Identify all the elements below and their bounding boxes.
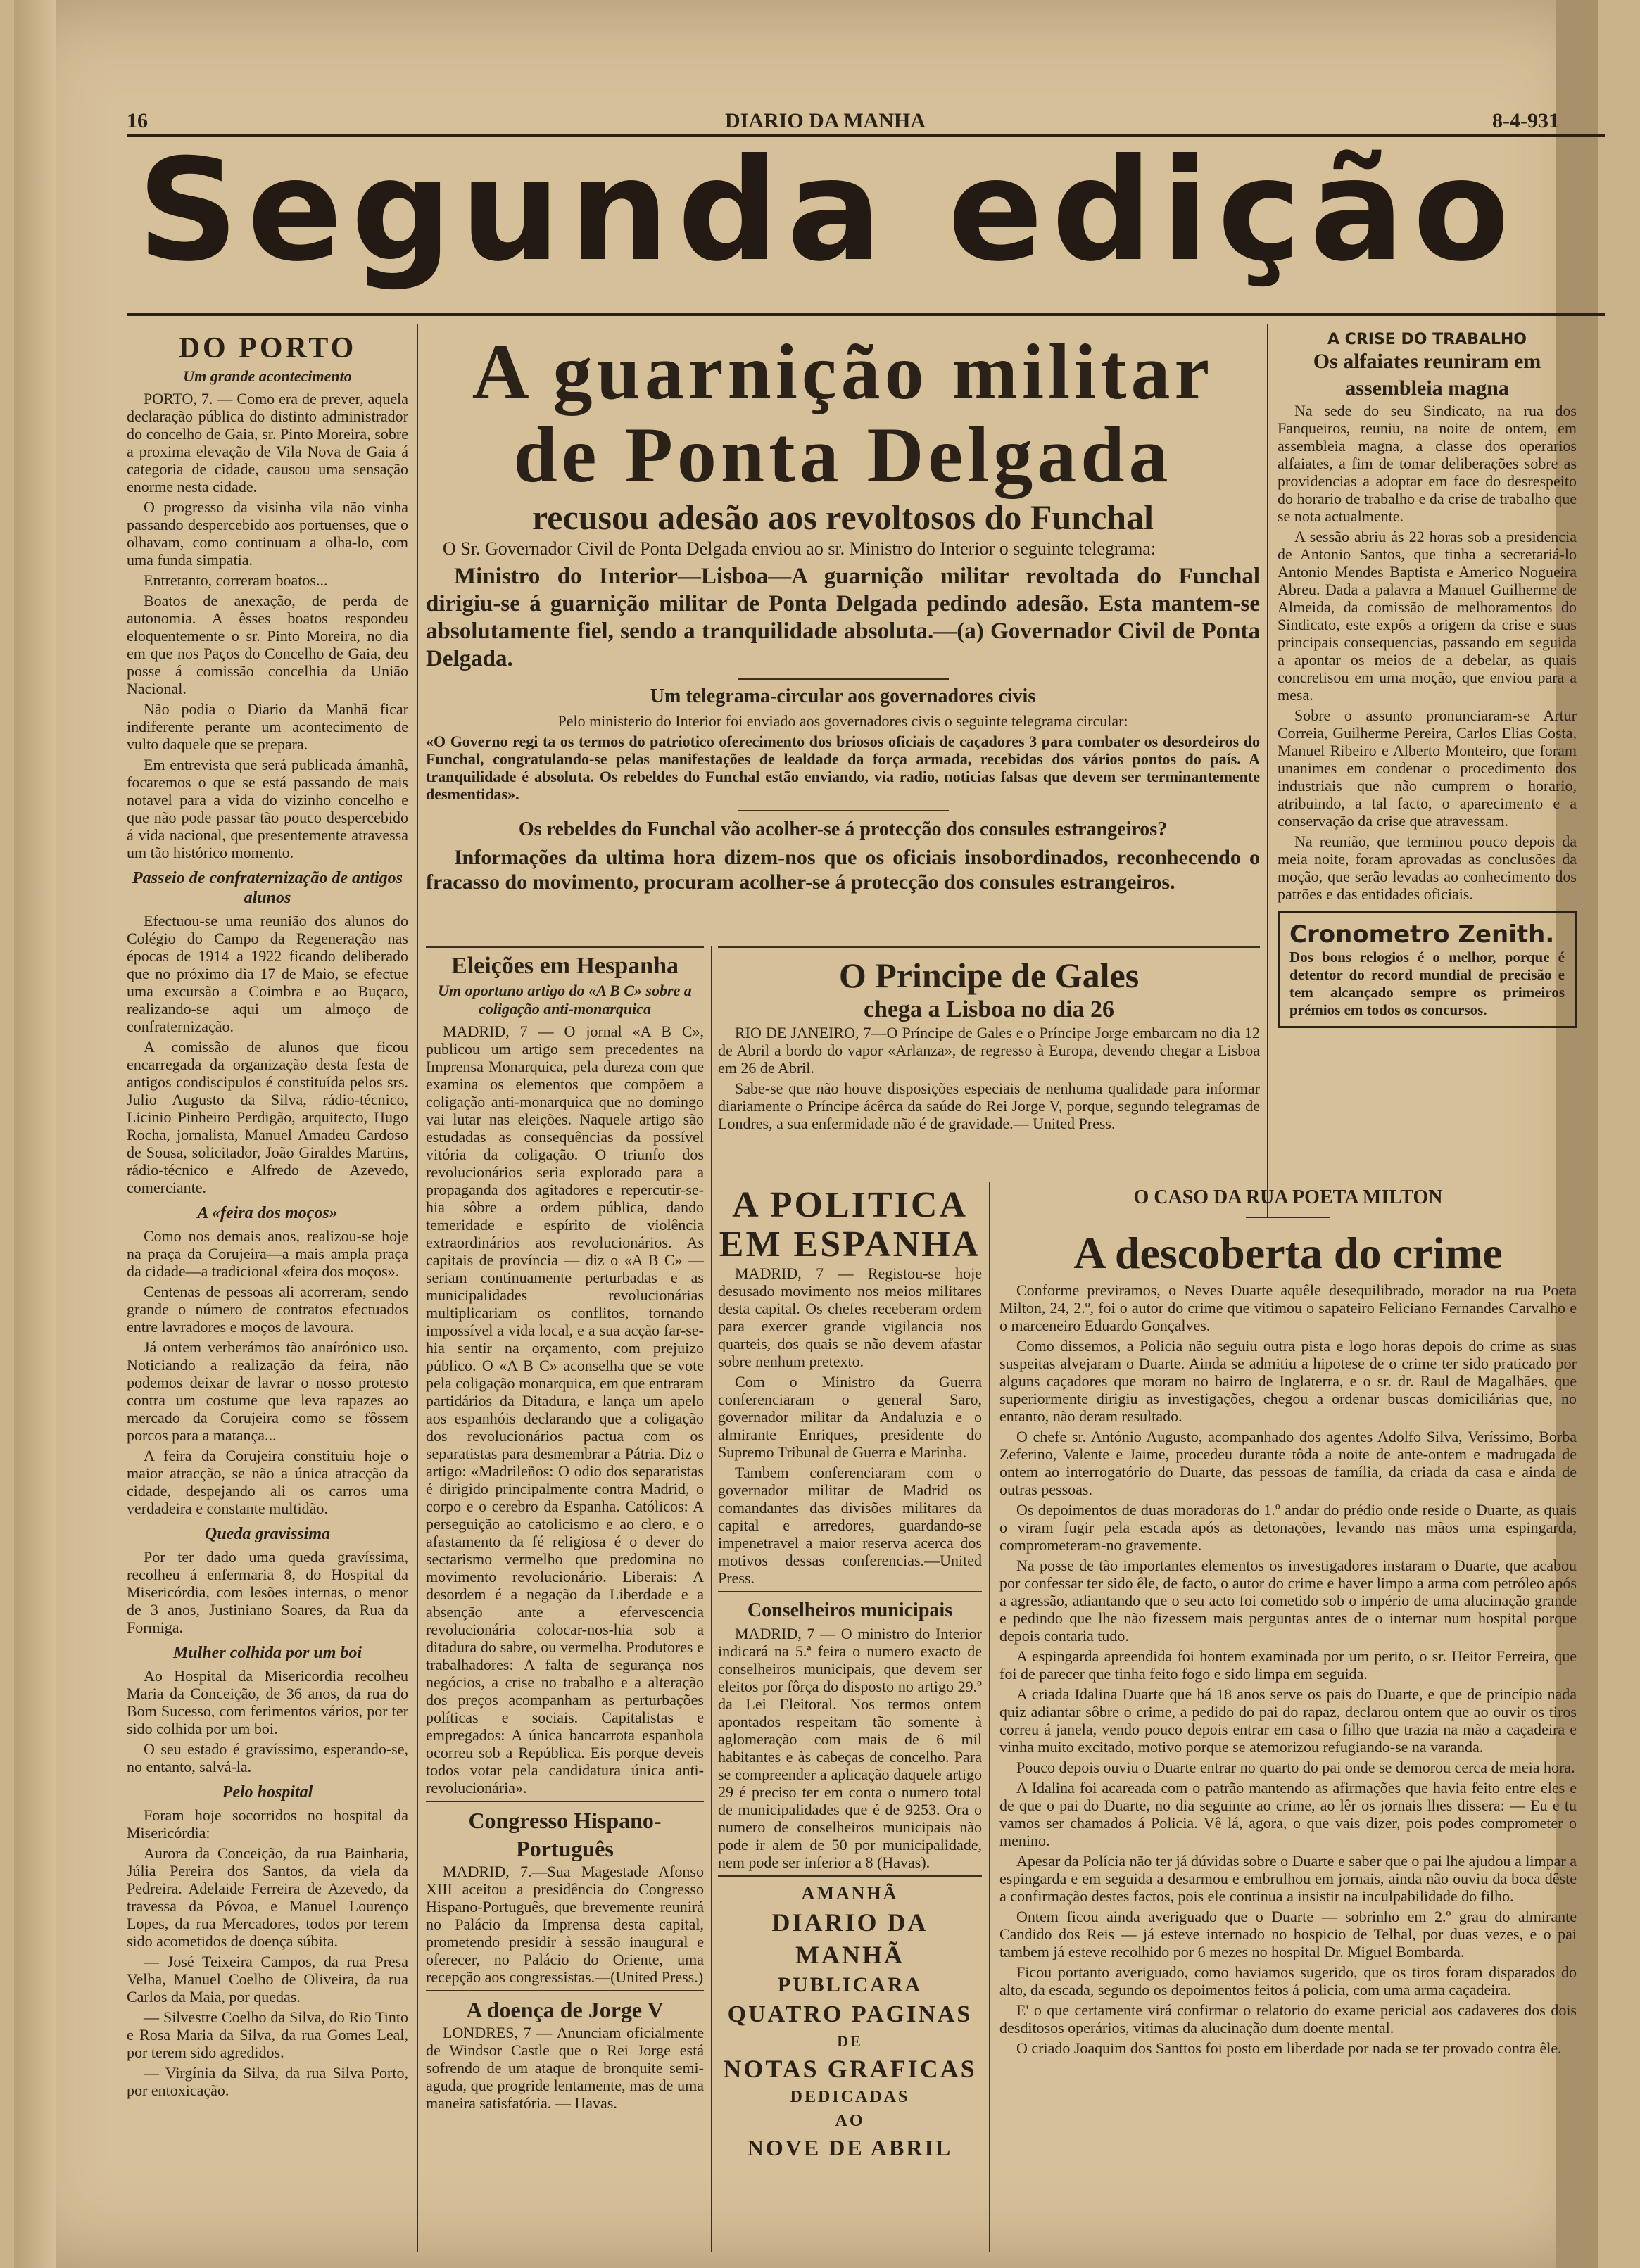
divider	[1246, 1217, 1330, 1218]
newspaper-name: DIARIO DA MANHA	[725, 109, 926, 132]
subhead-mulher-colhida: Mulher colhida por um boi	[172, 1644, 362, 1662]
amanha-line: DE	[837, 2032, 863, 2050]
divider	[718, 1591, 982, 1592]
amanha-line: DIARIO DA MANHÃ	[771, 1908, 928, 1969]
paragraph: Apesar da Polícia não ter já dúvidas sobre o Duarte e saber que o pai lhe ajudou a limpar a espingarda e em seguida a desarmou e embrulhou em jornais, ainda não ouviu da boca dêste a confirmação destes factos, pois ele continua a insistir na inculpabilidade do filho.	[999, 1852, 1577, 1905]
section-title-porto: DO PORTO	[178, 332, 357, 365]
circular-headline: Um telegrama-circular aos governadores civis	[650, 685, 1036, 707]
column-rule-left	[417, 324, 418, 2252]
politica-text: MADRID, 7 — Registou-se hoje desusado movimento nos meios militares desta capital. Os chefes receberam ordem para exercer grande vigilancia nos quarteis, dos quais se não devem afastar sobre nenhum pretexto.	[718, 1265, 982, 1370]
congresso-text: MADRID, 7.—Sua Magestade Afonso XIII aceitou a presidência do Congresso Hispano-Português, que brevemente reunirá no Palácio da Imprensa desta capital, prometendo presidir à sessão inaugural e oferecer, no Palácio do Oriente, uma recepção aos congressistas.—(United Press.)	[426, 1863, 704, 1986]
alfaiates-headline: Os alfaiates reuniram em assembleia magna	[1313, 350, 1541, 400]
spain-elections-column	[426, 946, 704, 2255]
paragraph: Ficou portanto averiguado, como haviamos sugerido, que os tiros foram disparados do alto, da escada, segundo os depoimentos feitos á policia, com uma arma caçadeira.	[999, 1963, 1577, 1998]
politica-text: Com o Ministro da Guerra conferenciaram o general Saro, governador militar da Andaluzia e o almirante Enriques, presidente do Supremo Tribunal de Guerra e Marinha.	[718, 1373, 982, 1461]
crime-story	[999, 1186, 1577, 2255]
paragraph: Ontem ficou ainda averiguado que o Duarte — sobrinho em 2.º grau do almirante Candido dos Reis — já esteve internado no hospicio de Telhal, por duas vezes, e o pai tambem já esteve recolhido por 6 mezes no hospital Dr. Miguel Bombarda.	[999, 1908, 1577, 1960]
paragraph: A Idalina foi acareada com o patrão mantendo as afirmações que havia feito entre eles e de que o pai do Duarte, no dia seguinte ao crime, ao lêr os jornais lhes dissera: — Eu e tu vamos ser chamados á Policia. Vê lá, agora, o que vais dizer, pois podes comprometer o menino.	[999, 1779, 1577, 1849]
paragraph: Na posse de tão importantes elementos os investigadores instaram o Duarte, que acabou por confessar ter sido êle, de facto, o autor do crime e haver limpo a arma com petróleo após a agressão, adiantando que o seu acto foi cometido sob o império de uma alucinação grande e pedindo que lhe não fizessem mais perguntas antes de o internar num hospital porque depois contaria tudo.	[999, 1557, 1577, 1645]
main-deck: recusou adesão aos revoltosos do Funchal	[532, 498, 1154, 537]
paragraph: O criado Joaquim dos Santtos foi posto em liberdade por nada se ter provado contra êle.	[1016, 2039, 1562, 2057]
paragraph: A feira da Corujeira constituiu hoje o maior atracção, se não a única atracção da cidade, despejando ali os carros uma verdadeira e constante multidão.	[127, 1447, 408, 1517]
paragraph: PORTO, 7. — Como era de prever, aquela declaração pública do distinto administrador do concelho de Gaia, sr. Pinto Moreira, sobre a proxima elevação de Vila Nova de Gaia á categoria de cidade, causou uma sensação enorme nesta cidade.	[127, 390, 408, 495]
paragraph: A espingarda apreendida foi hontem examinada por um perito, o sr. Heitor Ferreira, que foi de parecer que tinha feito fogo e sido limpa em seguida.	[999, 1647, 1577, 1683]
circular-intro: Pelo ministerio do Interior foi enviado aos governadores civis o seguinte telegrama circular:	[557, 712, 1128, 730]
column-rule-middle	[711, 946, 712, 2252]
paragraph: Foram hoje socorridos no hospital da Misericórdia:	[127, 1806, 408, 1842]
paragraph: — José Teixeira Campos, da rua Presa Velha, Manuel Coelho de Oliveira, da rua Carlos da Maia, por quedas.	[127, 1953, 408, 2006]
amanha-line: NOTAS GRAFICAS	[723, 2055, 977, 2083]
crise-kicker: A CRISE DO TRABALHO	[1327, 331, 1527, 348]
subhead-feira: A «feira dos moços»	[197, 1204, 338, 1222]
gales-story	[718, 946, 1260, 1179]
paragraph: — Silvestre Coelho da Silva, do Rio Tinto e Rosa Maria da Silva, da rua Gomes Leal, por terem sido agredidos.	[127, 2008, 408, 2061]
gales-text: Sabe-se que não houve disposições especiais de nenhuma qualidade para informar diariamente o Príncipe ácêrca da saúde do Rei Jorge V, porque, segundo telegramas de Londres, a sua enfermidade não é de gravidade.— United Press.	[718, 1079, 1260, 1132]
main-telegram: Ministro do Interior—Lisboa—A guarnição militar revoltada do Funchal dirigiu-se á guarnição militar de Ponta Delgada pedindo adesão. Esta mantem-se absolutamente fiel, sendo a tranquilidade absoluta.—(a) Governador Civil de Ponta Delgada.	[426, 564, 1260, 671]
paragraph: E' o que certamente virá confirmar o relatorio do exame pericial aos cadaveres dos dois desditosos operários, vitimas da alucinação dum doente mental.	[999, 2001, 1577, 2036]
politica-headline: A POLITICA EM ESPANHA	[719, 1186, 981, 1265]
amanha-line: DEDICADAS	[790, 2088, 910, 2106]
paragraph: Já ontem verberámos tão anaírónico uso. Noticiando a realização da feira, não podemos deixar de lavrar o nosso protesto contra um costume que leva rapazes ao mercado da Corujeira como se fôssem porcos para a matança...	[127, 1338, 408, 1444]
paragraph: Por ter dado uma queda gravíssima, recolheu á enfermaria 8, do Hospital da Misericórdia, com lesões internas, o menor de 3 anos, Justiniano Soares, da Rua da Formiga.	[127, 1548, 408, 1636]
consules-headline: Os rebeldes do Funchal vão acolher-se á protecção dos consules estrangeiros?	[518, 818, 1168, 840]
paragraph: Como dissemos, a Policia não seguiu outra pista e logo horas depois do crime as suas suspeitas alvejaram o Duarte. Ainda se admitiu a hipotese de o crime ter sido praticado por alguns caçadores que moram no bairro de Inglaterra, e o sr. dr. Raul de Magalhães, que superiormente dirigiu as investigações, chegou a ordenar buscas domiciliárias que, no entanto, não deram resultado.	[999, 1337, 1577, 1425]
paragraph: Em entrevista que será publicada ámanhã, focaremos o que se está passando de mais notavel para a vida do vizinho concelho e que não pode passar tão pouco despercebido á vida nacional, que presentemente atravessa um tão histórico momento.	[127, 756, 408, 861]
newspaper-page	[14, 0, 1598, 2268]
divider	[426, 1990, 704, 1991]
amanha-notice	[718, 1881, 982, 2162]
paragraph: Ao Hospital da Misericordia recolheu Maria da Conceição, de 36 anos, da rua do Bom Sucesso, com ferimentos vários, por ter sido colhida por um boi.	[127, 1667, 408, 1737]
page-number: 16	[127, 109, 148, 132]
paragraph: Centenas de pessoas ali acorreram, sendo grande o número de contratos efectuados entre lavradores e moços de lavoura.	[127, 1283, 408, 1336]
paragraph: Sobre o assunto pronunciaram-se Artur Correia, Guilherme Pereira, Carlos Elias Costa, Manuel Ribeiro e Alberto Monteiro, que foram unanimes em condenar o procedimento dos industriais que não cumprem o horario, atribuindo, a tal facto, o aparecimento e a conservação da crise que atravessam.	[1278, 707, 1577, 830]
politica-espanha-column	[718, 1186, 982, 2255]
paragraph: Não podia o Diario da Manhã ficar indiferente perante um acontecimento de vulto daquele que se prepara.	[127, 700, 408, 753]
subhead-queda: Queda gravissima	[204, 1525, 330, 1543]
conselheiros-text: MADRID, 7 — O ministro do Interior indicará na 5.ª feira o numero exacto de conselheiros municipais, que devem ser eleitos por fôrça do disposto no artigo 29.º da Lei Eleitoral. Nos termos ontem apontados respeitam tão somente à aglomeração com mais de 6 mil habitantes e às cabeças de concelho. Para se compreender a aplicação daquele artigo 29 é preciso ter em conta o numero total de municipalidades que é de 9253. Ora o numero de conselheiros municipais não pode ir alem de 50 por municipalidade, nem pode ser inferior a 8 (Havas).	[718, 1625, 982, 1871]
conselheiros-headline: Conselheiros municipais	[747, 1599, 953, 1621]
paragraph: O progresso da visinha vila não vinha passando despercebido aos portuenses, que o olhavam, como continuam a olha-lo, com uma funda simpatia.	[127, 498, 408, 569]
divider	[426, 946, 704, 948]
paragraph: A comissão de alunos que ficou encarregada da organização desta festa de antigos condiscipulos é constituída pelos srs. Julio Augusto da Silva, rádio-técnico, Licinio Pinheiro Perdigão, arquitecto, Hugo Rocha, jornalista, Manuel Amadeu Cardoso de Sousa, solicitador, João Giraldes Martins, rádio-técnico e Alfredo de Azevedo, comerciante.	[127, 1038, 408, 1196]
paragraph: A criada Idalina Duarte que há 18 anos serve os pais do Duarte, e que de princípio nada quiz adiantar sôbre o crime, a pedido do pai do rapaz, declarou ontem que ao ouvir os tiros correu á janela, vendo pouco depois entrar em casa o filho que trazia na mão a caçadeira e vinha muito excitado, motivo porque se atemorizou refugiando-se na varanda.	[999, 1685, 1577, 1756]
spain-headline: Eleições em Hespanha	[451, 953, 679, 979]
zenith-brand: Cronometro Zenith.	[1289, 920, 1555, 949]
divider	[426, 1801, 704, 1802]
paragraph: Os depoimentos de duas moradoras do 1.º andar do prédio onde reside o Duarte, as quais o viram fugir pela escada após as detonações, levando nas mãos uma espingarda, comprometeram-no gravemente.	[999, 1501, 1577, 1554]
politica-text: Tambem conferenciaram com o governador militar de Madrid os comandantes das divisões militares da capital e arredores, guardando-se impenetravel a maior reserva acerca dos motivos dessas conferencias.—United Press.	[718, 1464, 982, 1587]
main-intro: O Sr. Governador Civil de Ponta Delgada enviou ao sr. Ministro do Interior o seguinte telegrama:	[443, 538, 1156, 559]
paragraph: O seu estado é gravíssimo, esperando-se, no entanto, salvá-la.	[127, 1740, 408, 1775]
main-story-ponta-delgada	[426, 331, 1260, 943]
column-rule-right	[1267, 324, 1268, 1217]
edition-title: Segunda edição	[137, 129, 1518, 293]
amanha-line: QUATRO PAGINAS	[727, 2001, 973, 2027]
crime-headline: A descoberta do crime	[1073, 1228, 1503, 1278]
amanha-line: NOVE DE ABRIL	[747, 2135, 953, 2160]
jorge-headline: A doença de Jorge V	[466, 1997, 664, 2022]
amanha-line: AMANHÃ	[801, 1883, 899, 1903]
spain-text: MADRID, 7 — O jornal «A B C», publicou um artigo sem precedentes na Imprensa Monarquica, pela dureza com que examina os elementos que compõem a coligação anti-monarquica que no domingo vai lutar nas eleições. Naquele artigo são estudadas as consequências da possível vitória da coligação. O triunfo dos revolucionários seria explorado para a propaganda dos agitadores e repercutir-se-hia sôbre a ordem pública, dando temeridade e espírito de violência extraordinários aos revolucionários. As capitais de província — diz o «A B C» — seriam continuamente perturbadas e as municipalidades revolucionárias multiplicariam os conflitos, tornando impossível a vida local, e a sua acção far-se-hia sentir na orçamento, com prejuizo público. O «A B C» aconselha que se vote pela coligação monarquica, em que entraram partidários da Ditadura, e lança um apelo aos espanhóis declarando que a coligação dos revolucionários pactua com os separatistas para desmembrar a Pátria. Diz o artigo: «Madrileños: O odio dos separatistas é dirigido principalmente contra Madrid, o corpo e o cerebro da Espanha. Católicos: A perseguição ao catolicismo e ao clero, e o afastamento da fé religiosa é o dever do sectarismo vermelho que predomina no movimento revolucionário. Liberais: A desordem é a negação da Liberdade e a absenção ante a efervescencia revolucionária colocar-nos-hia sob a ditadura do sabre, ou vermelha. Produtores e trabalhadores: A falta de segurança nos negócios, a crise no trabalho e a alteração dos preços acompanham as perturbações políticas e sociais. Capitalistas e empregados: A única bancarrota espanhola ocorreu sob a República. Eis porque deveis todos votar pela candidatura única anti-revolucionária».	[426, 1022, 704, 1797]
paragraph: Pouco depois ouviu o Duarte entrar no quarto do pai onde se demorou cerca de meia hora.	[1016, 1759, 1575, 1776]
column-rule-center	[989, 1182, 990, 2252]
gales-subhead: chega a Lisboa no dia 26	[863, 996, 1115, 1022]
divider	[718, 1875, 982, 1877]
amanha-line: AO	[835, 2112, 865, 2130]
paragraph: — Virgínia da Silva, da rua Silva Porto, por entoxicação.	[127, 2064, 408, 2099]
paragraph: O chefe sr. António Augusto, acompanhado dos agentes Adolfo Silva, Veríssimo, Borba Zeferino, Valente e Jaime, procedeu durante tôda a noite de ante-ontem e madrugada de ontem ao interrogatório do Duarte, das pessoas de família, da criada da casa e ainda de outras pessoas.	[999, 1428, 1577, 1498]
circular-text: «O Governo regi ta os termos do patriotico oferecimento dos briosos oficiais de caçadores 3 para combater os desordeiros do Funchal, congratulando-se pelas manifestações de lealdade da força armada, recebidas dos vários pontos do país. A tranquilidade é absoluta. Os rebeldes do Funchal estão enviando, via radio, noticias falsas que devem ser terminantemente desmentidas».	[426, 733, 1260, 803]
title-rule	[127, 313, 1605, 316]
consules-text: Informações da ultima hora dizem-nos que os oficiais insobordinados, reconhecendo o fracasso do movimento, procuram acolher-se á protecção dos consules estrangeiros.	[426, 846, 1260, 894]
paragraph: Efectuou-se uma reunião dos alunos do Colégio do Campo da Regeneração nas épocas de 1914 a 1922 ficando deliberado que no próximo dia 17 de Maio, se efectue uma excursão a Coimbra e ao Buçaco, realizando-se aqui um almoço de confraternização.	[127, 912, 408, 1035]
zenith-text: Dos bons relogios é o melhor, porque é detentor do record mundial de precisão e tem alcançado sempre os primeiros prémios em todos os concursos.	[1289, 949, 1565, 1018]
divider	[738, 678, 949, 680]
amanha-line: PUBLICARA	[777, 1973, 923, 1996]
paragraph: Conforme previramos, o Neves Duarte aquêle desequilibrado, morador na rua Poeta Milton, 24, 2.º, foi o autor do crime que vitimou o sapateiro Feliciano Fernandes Carvalho e o marceneiro Eduardo Gonçalves.	[999, 1281, 1577, 1334]
crime-kicker: O CASO DA RUA POETA MILTON	[1133, 1186, 1443, 1208]
congresso-headline: Congresso Hispano-Português	[468, 1808, 662, 1861]
subhead-passeio: Passeio de confraternização de antigos alunos	[132, 869, 403, 907]
paragraph: A sessão abriu ás 22 horas sob a presidencia de Antonio Santos, que tinha a secretariá-lo Antonio Mendes Baptista e Americo Nogueira Abreu. Dada a palavra a Manuel Guilherme de Almeida, da comissão de melhoramentos do Sindicato, este expôs a origem da crise e suas principais consequencias, passando em seguida a apontar os meios de a debelar, as quais concretisou em uma moção, que enviou para a mesa.	[1278, 528, 1577, 704]
divider	[738, 810, 949, 811]
spain-subhead: Um oportuno artigo do «A B C» sobre a coligação anti-monarquica	[438, 982, 692, 1018]
main-headline: A guarnição militar de Ponta Delgada	[472, 331, 1214, 499]
jorge-text: LONDRES, 7 — Anunciam oficialmente de Windsor Castle que o Rei Jorge está sofrendo de um ataque de bronquite semi-aguda, que progride lentamente, mas de uma maneira satisfatória. — Havas.	[426, 2024, 704, 2112]
zenith-advert	[1278, 911, 1577, 1028]
paragraph: Na sede do seu Sindicato, na rua dos Fanqueiros, reuniu, na noite de ontem, em assembleia magna, a classe dos operarios alfaiates, a fim de tomar deliberações sobre as providencias a adoptar em face do desrespeito do horario de trabalho e da crise de trabalho que se nota actualmente.	[1278, 402, 1577, 525]
subhead-acontecimento: Um grande acontecimento	[183, 367, 352, 385]
left-column-porto	[127, 331, 408, 2259]
right-column-alfaiates	[1278, 331, 1577, 1210]
paragraph: Entretanto, correram boatos...	[144, 571, 328, 589]
gales-headline: O Principe de Gales	[838, 956, 1140, 995]
divider	[718, 946, 1260, 948]
paragraph: Aurora da Conceição, da rua Bainharia, Júlia Pereira dos Santos, da viela da Pedreira. Adelaide Ferreira de Azevedo, da travessa da Póvoa, e Manuel Lourenço Lopes, da rua Mercadores, todos por terem sido acometidos de doença súbita.	[127, 1844, 408, 1950]
issue-date: 8-4-931	[1492, 109, 1559, 132]
paragraph: Na reunião, que terminou pouco depois da meia noite, foram aprovadas as conclusões da moção, que serão levadas ao conhecimento dos patrões e das entidades oficiais.	[1278, 832, 1577, 903]
paragraph: Como nos demais anos, realizou-se hoje na praça da Corujeira—a mais ampla praça da cidade—a tradicional «feira dos moços».	[127, 1227, 408, 1280]
page-fold-shadow	[14, 0, 56, 2268]
paragraph: Boatos de anexação, de perda de autonomia. A êsses boatos respondeu eloquentemente o sr. Pinto Moreira, no dia em que nos Paços do Concelho de Gaia, deu posse á comissão concelhia da União Nacional.	[127, 592, 408, 697]
gales-text: RIO DE JANEIRO, 7—O Príncipe de Gales e o Príncipe Jorge embarcam no dia 12 de Abril a bordo do vapor «Arlanza», de regresso à Europa, devendo chegar a Lisboa em 26 de Abril.	[718, 1024, 1260, 1077]
subhead-hospital: Pelo hospital	[222, 1783, 313, 1801]
